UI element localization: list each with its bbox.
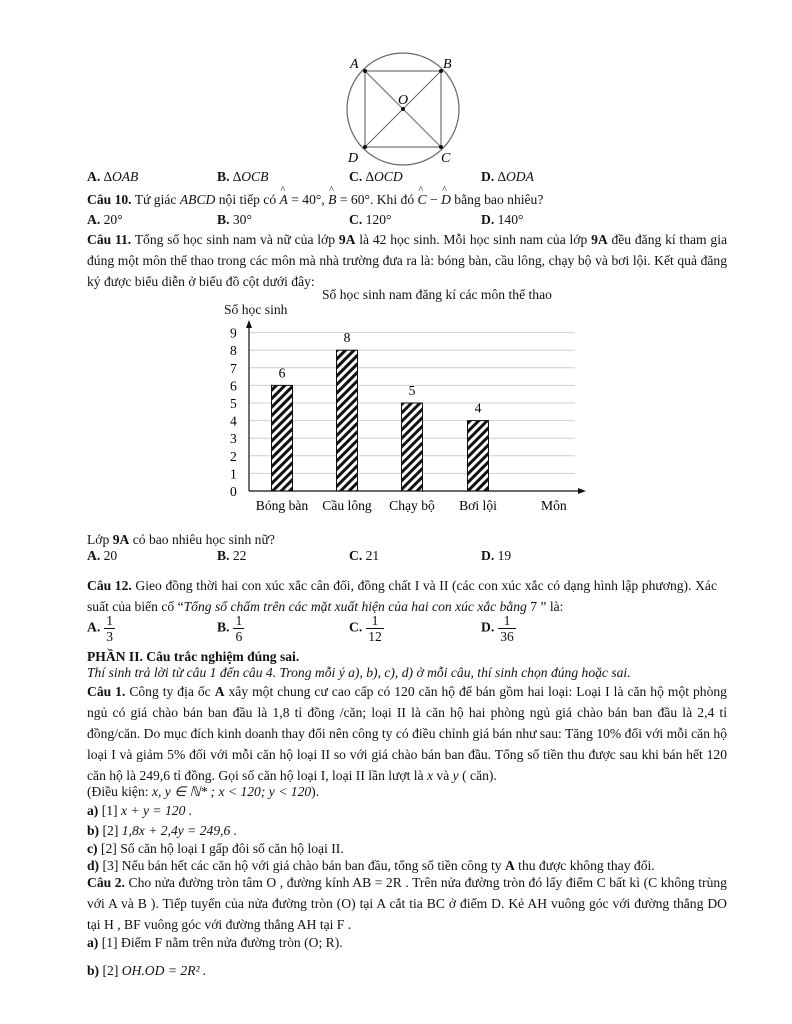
category-label: Chạy bộ bbox=[389, 498, 435, 513]
y-tick-label: 4 bbox=[230, 413, 237, 429]
y-axis-arrow-icon bbox=[246, 320, 252, 328]
bars bbox=[272, 330, 489, 491]
y-tick-label: 6 bbox=[230, 378, 237, 394]
q9-option-a: A. ∆OAB bbox=[87, 169, 139, 184]
p2q2-item-a: a) [1] Điểm F nằm trên nửa đường tròn (O; R). bbox=[87, 935, 343, 950]
label-c: C bbox=[441, 151, 451, 166]
circle-square-figure bbox=[330, 48, 480, 168]
bar bbox=[272, 385, 293, 491]
bar bbox=[337, 350, 358, 491]
y-tick-label: 0 bbox=[230, 484, 237, 499]
x-labels bbox=[256, 498, 497, 513]
q12-stem: Câu 12. Gieo đồng thời hai con xúc xắc cân đối, đồng chất I và II (các con xúc xắc có dạng hình lập phương). Xác suất của biến cố “Tổng số chấm trên các mặt xuất hiện của hai con xúc xắc bằng 7 ” là: bbox=[87, 578, 717, 614]
part2-instruction: Thí sinh trả lời từ câu 1 đến câu 4. Trong mỗi ý a), b), c), d) ở mỗi câu, thí sinh chọn đúng hoặc sai. bbox=[87, 665, 631, 680]
q12-option-d: D. $\frac{1}{36}$ bbox=[481, 613, 514, 644]
q10-stem: Câu 10. Tứ giác ABCD nội tiếp có ^ A = 40°, ^ B = 60°. Khi đó ^ C − ^ D bằng bao nhiêu? bbox=[87, 191, 543, 208]
x-axis-arrow-icon bbox=[578, 488, 586, 494]
p2q2-stem: Câu 2. Cho nửa đường tròn tâm O , đường kính AB = 2R . Trên nửa đường tròn đó lấy điểm C bất kì (C không trùng với A và B ). Tiếp tuyến của nửa đường tròn (O) tại A cắt tia BC ở điểm D. Kẻ AH vuông góc với đường thẳng DO tại H , BF vuông góc với đường thẳng AH tại F . bbox=[87, 875, 727, 932]
chart-plot bbox=[205, 285, 595, 520]
y-tick-label: 8 bbox=[230, 343, 237, 359]
y-tick-label: 7 bbox=[230, 360, 237, 376]
category-label: Bơi lội bbox=[459, 498, 497, 513]
bar-value-label: 4 bbox=[474, 400, 482, 416]
x-axis-label: Môn bbox=[541, 498, 567, 513]
p2q1-condition: (Điều kiện: x, y ∈ ℕ* ; x < 120; y < 120). bbox=[87, 784, 320, 799]
y-tick-label: 1 bbox=[230, 466, 237, 482]
part2-heading: PHẦN II. Câu trắc nghiệm đúng sai. bbox=[87, 649, 300, 664]
q11-option-d: D. 19 bbox=[481, 548, 512, 563]
q11-option-a: A. 20 bbox=[87, 548, 118, 563]
bar-value-label: 5 bbox=[408, 383, 416, 398]
q12-option-a: A. $\frac{1}{3}$ bbox=[87, 613, 114, 644]
p2q1-item-a: a) [1] x + y = 120 . bbox=[87, 803, 193, 818]
label-a: A bbox=[350, 57, 359, 72]
p2q1-stem: Câu 1. Công ty địa ốc A xây một chung cư cao cấp có 120 căn hộ để bán gồm hai loại: Loại I là căn hộ một phòng ngủ có giá chào bán ban đầu là 1,8 tỉ đồng /căn; loại II là căn hộ hai phòng ngủ giá chào bán ban đầu là 2,4 tỉ đồng/căn. Do mục đích kinh doanh thay đổi nên công ty có điều chỉnh giá bán như sau: Tăng 10% đối với mỗi căn hộ loại I và giảm 5% đối với mỗi căn hộ loại II so với giá chào bán ban đầu. Tổng số tiền thu được sau khi bán hết 120 căn hộ là 249,6 tỉ đồng. Gọi số căn hộ loại I, loại II lần lượt là x và y ( căn). bbox=[87, 684, 727, 783]
y-axis-label: Số học sinh bbox=[224, 302, 288, 317]
q11-option-c: C. 21 bbox=[349, 548, 380, 563]
q11-question: Lớp 9A có bao nhiêu học sinh nữ? bbox=[87, 532, 275, 547]
category-label: Bóng bàn bbox=[255, 498, 309, 513]
label-b: B bbox=[443, 57, 452, 72]
label-o: O bbox=[398, 93, 409, 108]
chart-title: Số học sinh nam đăng kí các môn thể thao bbox=[322, 287, 552, 302]
y-ticks bbox=[230, 326, 237, 499]
bar bbox=[402, 403, 423, 491]
category-label: Cầu lông bbox=[322, 498, 372, 513]
q10-option-a: A. 20° bbox=[87, 212, 123, 227]
y-tick-label: 5 bbox=[230, 396, 237, 411]
q10-option-c: C. 120° bbox=[349, 212, 392, 227]
p2q1-item-b: b) [2] 1,8x + 2,4y = 249,6 . bbox=[87, 823, 238, 838]
q10-option-b: B. 30° bbox=[217, 212, 252, 227]
q9-option-b: B. ∆OCB bbox=[217, 169, 269, 184]
q10-option-d: D. 140° bbox=[481, 212, 524, 227]
q9-option-c: C. ∆OCD bbox=[349, 169, 403, 184]
p2q1-item-c: c) [2] Số căn hộ loại I gấp đôi số căn hộ loại II. bbox=[87, 841, 344, 856]
y-tick-label: 3 bbox=[230, 431, 237, 447]
q11-option-b: B. 22 bbox=[217, 548, 247, 563]
q9-option-d: D. ∆ODA bbox=[481, 169, 534, 184]
q11-stem: Câu 11. Tổng số học sinh nam và nữ của lớp 9A là 42 học sinh. Mỗi học sinh nam của lớp 9A đều đăng kí tham gia đúng một môn thể thao trong các môn mà nhà trường đưa ra là: bóng bàn, cầu lông, chạy bộ và bơi lội. Kết quả đăng ký được biểu diễn ở biểu đồ cột dưới đây: bbox=[87, 232, 728, 289]
q12-option-b: B. $\frac{1}{6}$ bbox=[217, 613, 243, 644]
y-tick-label: 9 bbox=[230, 325, 237, 341]
y-tick-label: 2 bbox=[230, 448, 237, 464]
bar bbox=[468, 421, 489, 491]
bar-value-label: 6 bbox=[278, 365, 286, 381]
p2q1-item-d: d) [3] Nếu bán hết các căn hộ với giá chào bán ban đầu, tổng số tiền công ty A thu được không thay đổi. bbox=[87, 858, 655, 873]
label-d: D bbox=[348, 151, 359, 166]
bar-value-label: 8 bbox=[343, 330, 351, 346]
bar-chart bbox=[205, 285, 595, 520]
p2q2-item-b: b) [2] OH.OD = 2R² . bbox=[87, 963, 207, 978]
q12-option-c: C. $\frac{1}{12}$ bbox=[349, 613, 382, 644]
